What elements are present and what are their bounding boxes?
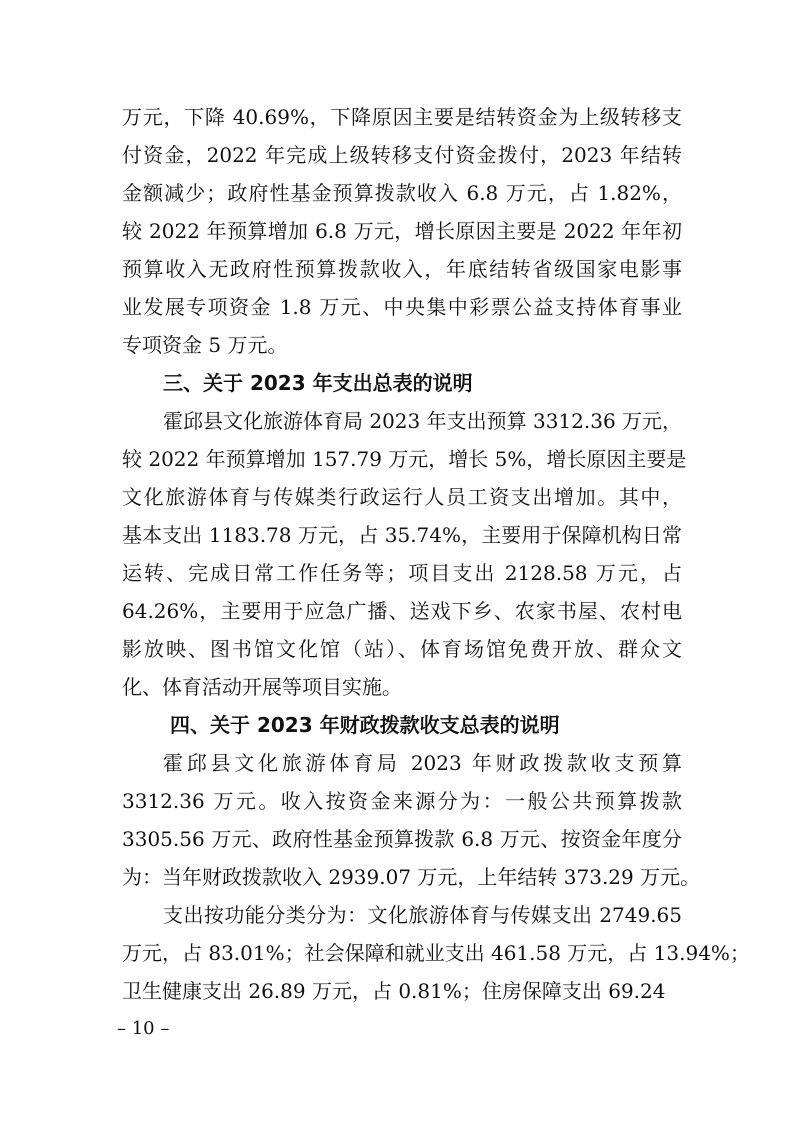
body-line: 金额减少；政府性基金预算拨款收入 6.8 万元，占 1.82%， xyxy=(122,181,682,205)
body-line: 业发展专项资金 1.8 万元、中央集中彩票公益支持体育事业 xyxy=(122,295,682,319)
body-line: 3305.56 万元、政府性基金预算拨款 6.8 万元、按资金年度分 xyxy=(122,827,682,851)
body-line: 较 2022 年预算增加 157.79 万元，增长 5%，增长原因主要是 xyxy=(122,447,687,471)
body-line: 影放映、图书馆文化馆（站）、体育场馆免费开放、群众文 xyxy=(122,637,682,661)
body-line: 霍邱县文化旅游体育局 2023 年支出预算 3312.36 万元， xyxy=(163,409,683,433)
body-line: 3312.36 万元。收入按资金来源分为：一般公共预算拨款 xyxy=(122,789,682,813)
body-line: 支出按功能分类分为：文化旅游体育与传媒支出 2749.65 xyxy=(163,903,682,927)
page-number: – 10 – xyxy=(117,1018,170,1039)
body-line: 万元，占 83.01%；社会保障和就业支出 461.58 万元，占 13.94%； xyxy=(122,941,750,965)
body-line: 霍邱县文化旅游体育局 2023 年财政拨款收支预算 xyxy=(163,751,682,775)
body-line: 为：当年财政拨款收入 2939.07 万元，上年结转 373.29 万元。 xyxy=(122,865,701,889)
body-line: 运转、完成日常工作任务等；项目支出 2128.58 万元，占 xyxy=(122,561,682,585)
body-line: 基本支出 1183.78 万元，占 35.74%，主要用于保障机构日常 xyxy=(122,523,682,547)
section-heading-4: 四、关于 2023 年财政拨款收支总表的说明 xyxy=(170,713,560,737)
body-line: 文化旅游体育与传媒类行政运行人员工资支出增加。其中， xyxy=(122,485,682,509)
body-line: 付资金，2022 年完成上级转移支付资金拨付，2023 年结转 xyxy=(122,143,682,167)
body-line: 64.26%，主要用于应急广播、送戏下乡、农家书屋、农村电 xyxy=(122,599,682,623)
body-line: 较 2022 年预算增加 6.8 万元，增长原因主要是 2022 年年初 xyxy=(122,219,682,243)
body-line: 卫生健康支出 26.89 万元，占 0.81%；住房保障支出 69.24 xyxy=(122,979,666,1003)
body-line: 万元，下降 40.69%，下降原因主要是结转资金为上级转移支 xyxy=(122,105,682,129)
section-heading-3: 三、关于 2023 年支出总表的说明 xyxy=(163,371,473,395)
body-line: 专项资金 5 万元。 xyxy=(122,333,288,357)
body-line: 预算收入无政府性预算拨款收入，年底结转省级国家电影事 xyxy=(122,257,682,281)
body-line: 化、体育活动开展等项目实施。 xyxy=(122,675,402,699)
